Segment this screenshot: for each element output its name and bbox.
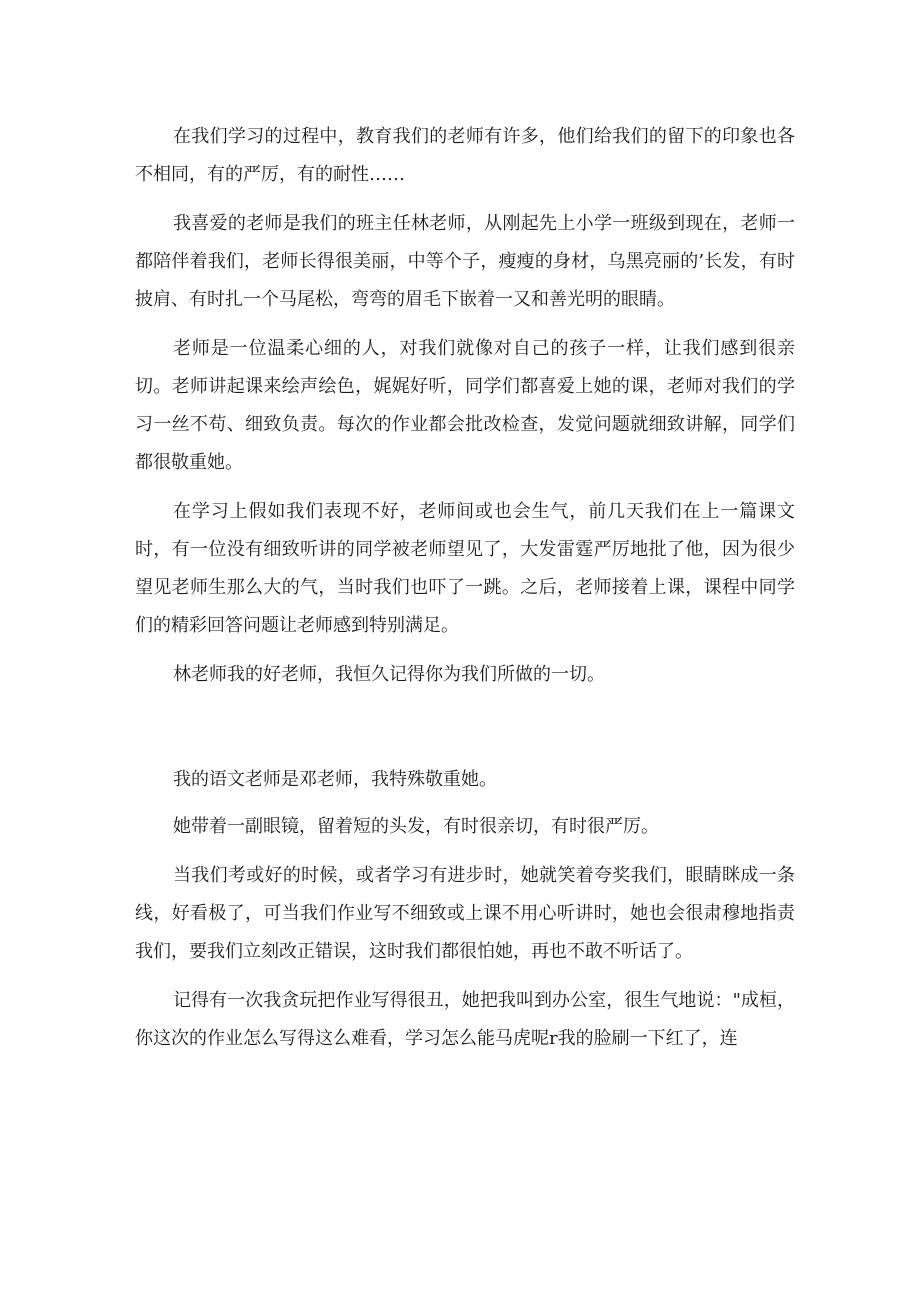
- document-body: [135, 118, 795, 1069]
- paragraph-intro: 在我们学习的过程中，教育我们的老师有许多，他们给我们的留下的印象也各不相同，有的严厉，有的耐性……: [135, 126, 795, 185]
- paragraph-teacher-deng-appearance: 她带着一副眼镜，留着短的头发，有时很亲切，有时很严厉。: [173, 816, 659, 837]
- paragraph-teacher-deng-praise: 当我们考或好的时候，或者学习有进步时，她就笑着夸奖我们，眼睛眯成一条线，好看极了，可当我们作业写不细致或上课不用心听讲时，她也会很肃穆地指责我们，要我们立刻改正错误，这时我们都很怕她，再也不敢不听话了。: [135, 865, 795, 962]
- paragraph-teacher-lin-kindness: 老师是一位温柔心细的人，对我们就像对自己的孩子一样，让我们感到很亲切。老师讲起课来绘声绘色，娓娓好听，同学们都喜爱上她的课，老师对我们的学习一丝不苟、细致负责。每次的作业都会批改检查，发觉问题就细致讲解，同学们都很敬重她。: [135, 338, 795, 473]
- paragraph-teacher-deng-intro: 我的语文老师是邓老师，我特殊敬重她。: [173, 769, 497, 790]
- paragraph-teacher-lin-appearance: 我喜爱的老师是我们的班主任林老师，从刚起先上小学一班级到现在，老师一都陪伴着我们，老师长得很美丽，中等个子，瘦瘦的身材，乌黑亮丽的’长发，有时披肩、有时扎一个马尾松，弯弯的眉毛下嵌着一又和善光明的眼睛。: [135, 213, 795, 310]
- paragraph-teacher-deng-story: 记得有一次我贪玩把作业写得很丑，她把我叫到办公室，很生气地说："成桓，你这次的作业怎么写得这么难看，学习怎么能马虎呢r我的脸刷一下红了，连: [135, 990, 795, 1049]
- section-gap: [135, 705, 795, 761]
- paragraph-teacher-lin-closing: 林老师我的好老师，我恒久记得你为我们所做的一切。: [173, 664, 605, 685]
- paragraph-teacher-lin-strict: 在学习上假如我们表现不好，老师间或也会生气，前几天我们在上一篇课文时，有一位没有细致听讲的同学被老师望见了，大发雷霆严厉地批了他，因为很少望见老师生那么大的气，当时我们也吓了一跳。之后，老师接着上课，课程中同学们的精彩回答问题让老师感到特别满足。: [135, 501, 795, 636]
